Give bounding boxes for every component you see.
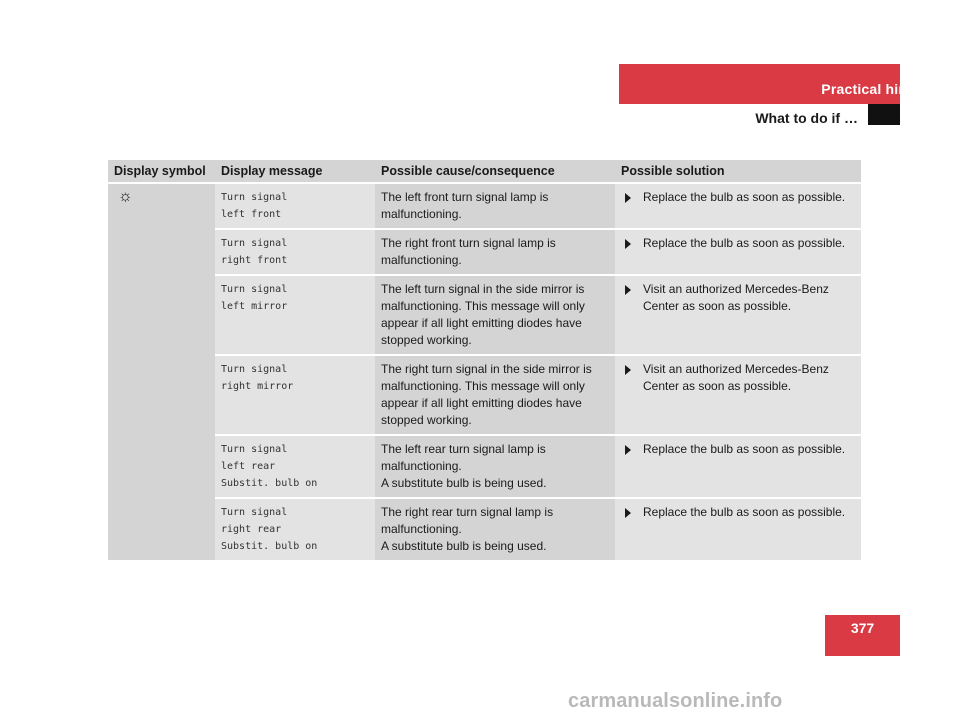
thumb-tab (868, 104, 900, 125)
bullet-arrow-icon (625, 445, 631, 455)
display-message-cell: Turn signal left rear Substit. bulb on (215, 435, 375, 498)
table-row (108, 498, 861, 560)
table-row (108, 435, 861, 498)
table-row (108, 275, 861, 355)
subsection-title: What to do if … (755, 110, 858, 126)
page-number: 377 (850, 620, 875, 636)
display-message-cell: Turn signal right mirror (215, 355, 375, 435)
cause-cell: The right turn signal in the side mirror is malfunctioning. This message will only appear if all light emitting diodes have stopped working. (375, 355, 615, 435)
cause-cell: The left turn signal in the side mirror is malfunctioning. This message will only appear if all light emitting diodes have stopped working. (375, 275, 615, 355)
solution-cell: Replace the bulb as soon as possible. (615, 435, 861, 498)
watermark-text: carmanualsonline.info (568, 690, 783, 712)
cause-cell: The right rear turn signal lamp is malfunctioning. A substitute bulb is being used. (375, 498, 615, 560)
cause-cell: The left rear turn signal lamp is malfunctioning. A substitute bulb is being used. (375, 435, 615, 498)
column-header: Display message (215, 160, 375, 183)
table-row (108, 355, 861, 435)
display-message-cell: Turn signal left mirror (215, 275, 375, 355)
display-message-cell: Turn signal right rear Substit. bulb on (215, 498, 375, 560)
column-header: Possible cause/consequence (375, 160, 615, 183)
column-header: Possible solution (615, 160, 861, 183)
solution-cell: Replace the bulb as soon as possible. (615, 498, 861, 560)
section-title: Practical hints (821, 81, 920, 97)
turn-signal-lamp-icon: ☼ (118, 188, 133, 205)
bullet-arrow-icon (625, 239, 631, 249)
display-message-cell: Turn signal left front (215, 183, 375, 229)
bullet-arrow-icon (625, 508, 631, 518)
display-message-cell: Turn signal right front (215, 229, 375, 275)
bullet-arrow-icon (625, 193, 631, 203)
solution-cell: Replace the bulb as soon as possible. (615, 183, 861, 229)
cause-cell: The left front turn signal lamp is malfunctioning. (375, 183, 615, 229)
bullet-arrow-icon (625, 285, 631, 295)
solution-cell: Replace the bulb as soon as possible. (615, 229, 861, 275)
column-header: Display symbol (108, 160, 215, 183)
table-header-row (108, 160, 861, 183)
display-messages-table (108, 160, 861, 560)
solution-cell: Visit an authorized Mercedes-Benz Center as soon as possible. (615, 275, 861, 355)
table-row (108, 229, 861, 275)
display-symbol-cell (108, 183, 215, 560)
table-row (108, 183, 861, 229)
solution-cell: Visit an authorized Mercedes-Benz Center as soon as possible. (615, 355, 861, 435)
cause-cell: The right front turn signal lamp is malfunctioning. (375, 229, 615, 275)
bullet-arrow-icon (625, 365, 631, 375)
